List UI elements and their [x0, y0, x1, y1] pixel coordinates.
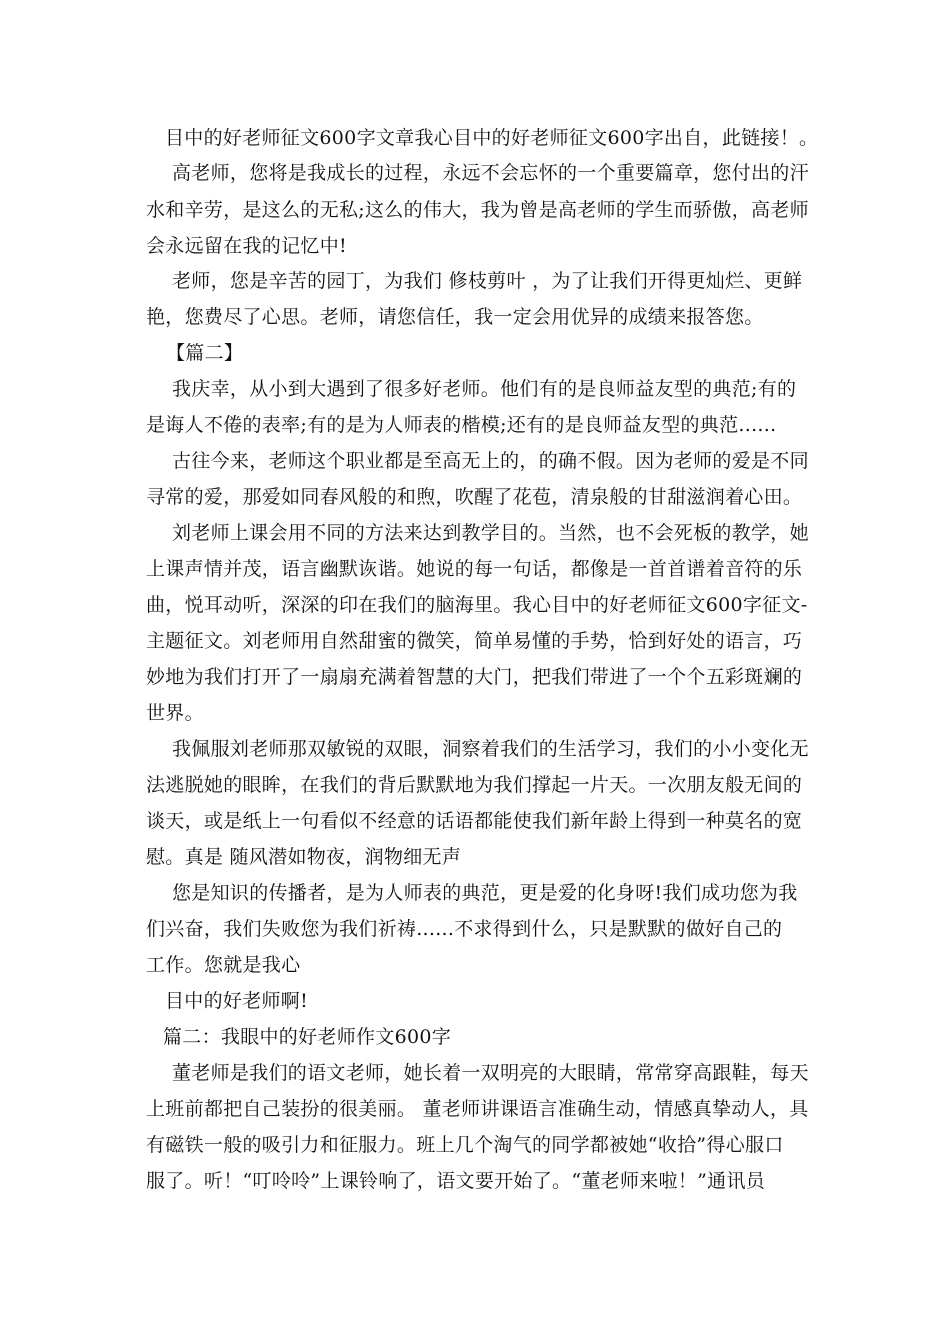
text-line: 目中的好老师征文600字文章我心目中的好老师征文600字出自，此链接！。: [165, 127, 819, 149]
text-line: 上课声情并茂，语言幽默诙谐。她说的每一句话，都像是一首首谱着音符的乐: [146, 558, 803, 580]
text-line: 主题征文。刘老师用自然甜蜜的微笑，简单易懂的手势，恰到好处的语言，巧: [146, 630, 803, 652]
text-line: 艳，您费尽了心思。老师，请您信任，我一定会用优异的成绩来报答您。: [146, 306, 764, 328]
text-line: 上班前都把自己装扮的很美丽。 董老师讲课语言准确生动，情感真挚动人，具: [146, 1098, 809, 1120]
text-line: 董老师是我们的语文老师，她长着一双明亮的大眼睛，常常穿高跟鞋，每天: [172, 1062, 809, 1084]
text-line: 会永远留在我的记忆中!: [146, 235, 347, 257]
text-line: 法逃脱她的眼眸，在我们的背后默默地为我们撑起一片天。一次朋友般无间的: [146, 774, 803, 796]
text-line: 妙地为我们打开了一扇扇充满着智慧的大门，把我们带进了一个个五彩斑斓的: [146, 666, 803, 688]
section-heading: 【篇二】: [166, 342, 244, 364]
text-line: 老师，您是辛苦的园丁，为我们 修枝剪叶 ，为了让我们开得更灿烂、更鲜: [172, 270, 803, 292]
text-line: 们兴奋，我们失败您为我们祈祷......不求得到什么，只是默默的做好自己的: [146, 918, 783, 940]
text-line: 寻常的爱，那爱如同春风般的和煦，吹醒了花苞，清泉般的甘甜滋润着心田。: [146, 486, 803, 508]
section-heading: 篇二：我眼中的好老师作文600字: [163, 1026, 452, 1048]
text-line: 有磁铁一般的吸引力和征服力。班上几个淘气的同学都被她“收拾”得心服口: [146, 1134, 784, 1156]
text-line: 我佩服刘老师那双敏锐的双眼，洞察着我们的生活学习，我们的小小变化无: [172, 738, 809, 760]
text-line: 是诲人不倦的表率;有的是为人师表的楷模;还有的是良师益友型的典范......: [146, 414, 777, 436]
text-line: 世界。: [146, 702, 204, 724]
text-line: 您是知识的传播者，是为人师表的典范，更是爱的化身呀!我们成功您为我: [172, 882, 798, 904]
text-line: 高老师，您将是我成长的过程，永远不会忘怀的一个重要篇章，您付出的汗: [172, 162, 809, 184]
text-line: 谈天，或是纸上一句看似不经意的话语都能使我们新年龄上得到一种莫名的宽: [146, 810, 803, 832]
text-line: 刘老师上课会用不同的方法来达到教学目的。当然，也不会死板的教学，她: [172, 522, 809, 544]
text-line: 古往今来，老师这个职业都是至高无上的，的确不假。因为老师的爱是不同: [172, 450, 809, 472]
text-line: 曲，悦耳动听，深深的印在我们的脑海里。我心目中的好老师征文600字征文-: [146, 594, 808, 616]
text-line: 水和辛劳，是这么的无私;这么的伟大，我为曾是高老师的学生而骄傲，高老师: [146, 199, 809, 221]
text-line: 工作。您就是我心: [146, 954, 301, 976]
text-line: 目中的好老师啊!: [165, 990, 309, 1012]
text-line: 慰。真是 随风潜如物夜，润物细无声: [146, 846, 462, 868]
text-line: 我庆幸，从小到大遇到了很多好老师。他们有的是良师益友型的典范;有的: [172, 378, 797, 400]
text-line: 服了。听！“叮呤呤”上课铃响了，语文要开始了。“董老师来啦！”通讯员: [146, 1170, 766, 1192]
